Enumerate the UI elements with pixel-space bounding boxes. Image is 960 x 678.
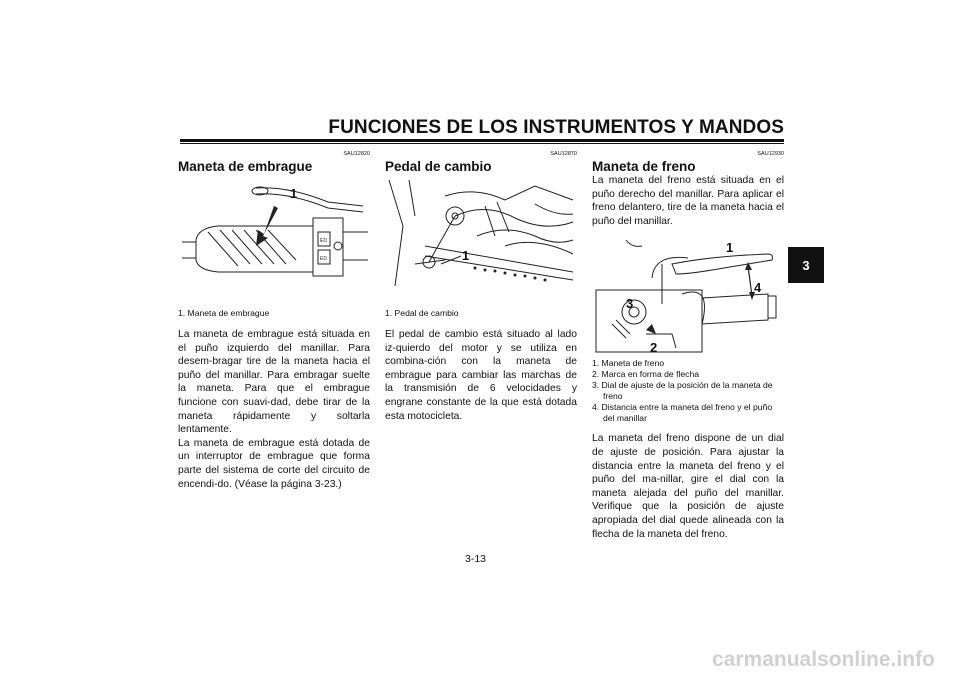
figure-caption-list bbox=[592, 358, 784, 424]
section-body bbox=[385, 328, 577, 423]
section-title: Pedal de cambio bbox=[385, 159, 492, 174]
body-paragraph: La maneta de embrague está dotada de un interruptor de embrague que forma parte del sistema de corte del circuito de encendi-do. (Véase la página 3-23.) bbox=[178, 437, 370, 490]
section-body bbox=[592, 432, 784, 541]
figure-label-1: 1 bbox=[726, 240, 734, 256]
section-brake-lever bbox=[592, 150, 784, 541]
section-shift-pedal bbox=[385, 150, 577, 423]
figure-label-1: 1 bbox=[462, 248, 470, 263]
caption-item: 4. Distancia entre la maneta del freno y el puño del manillar bbox=[592, 402, 773, 424]
caption-item: 2. Marca en forma de flecha bbox=[592, 369, 699, 380]
section-code: SAU12820 bbox=[343, 151, 370, 157]
caption-item: 1. Pedal de cambio bbox=[385, 308, 459, 318]
svg-text:ED: ED bbox=[320, 256, 327, 262]
shift-pedal-illustration bbox=[385, 176, 577, 296]
clutch-lever-figure bbox=[178, 176, 370, 296]
clutch-lever-illustration bbox=[178, 176, 370, 296]
shift-pedal-figure bbox=[385, 176, 577, 296]
body-paragraph: La maneta de embrague está situada en el puño izquierdo del manillar. Para desem-bragar tire de la maneta hacia el puño del manillar. Para embragar suelte la maneta. Para que el embrague funcione con suavi-dad, debe tirar de la maneta rápidamente y soltarla lentamente. bbox=[178, 329, 370, 436]
section-intro bbox=[592, 174, 784, 228]
svg-text:ED: ED bbox=[320, 238, 327, 244]
figure-label-3: 3 bbox=[626, 296, 634, 312]
section-title: Maneta de embrague bbox=[178, 159, 313, 174]
body-paragraph: La maneta del freno está situada en el puño derecho del manillar. Para aplicar el freno delantero, tire de la maneta hacia el puño del manillar. bbox=[592, 175, 784, 227]
page-number: 3-13 bbox=[465, 553, 487, 565]
caption-item: 1. Maneta de embrague bbox=[178, 308, 270, 318]
watermark-text: carmanualsonline.info bbox=[712, 648, 935, 671]
section-code: SAU12930 bbox=[757, 151, 784, 157]
figure-caption-list bbox=[385, 308, 577, 319]
body-paragraph: El pedal de cambio está situado al lado iz-quierdo del motor y se utiliza en combina-ción con la maneta de embrague para cambiar las marchas de la transmisión de 6 velocidades y engrane constante de la que está dotada esta motocicleta. bbox=[385, 329, 577, 422]
header-rule-thin bbox=[180, 143, 784, 144]
header-rule-thick bbox=[180, 139, 784, 142]
caption-item: 3. Dial de ajuste de la posición de la maneta de freno bbox=[592, 380, 773, 402]
brake-lever-figure bbox=[592, 234, 784, 354]
section-title: Maneta de freno bbox=[592, 159, 696, 174]
brake-lever-illustration bbox=[592, 234, 784, 354]
figure-label-4: 4 bbox=[754, 280, 762, 296]
figure-label-1: 1 bbox=[290, 186, 298, 201]
body-paragraph: La maneta del freno dispone de un dial de ajuste de posición. Para ajustar la distancia entre la maneta del freno y el puño del ma-nillar, gire el dial con la maneta alejada del puño del manillar. Verifique que la posición de ajuste apropiada del dial quede alineada con la flecha de la maneta del freno. bbox=[592, 433, 784, 540]
figure-label-2: 2 bbox=[650, 340, 658, 355]
section-body bbox=[178, 328, 370, 491]
chapter-tab: 3 bbox=[788, 247, 824, 283]
figure-caption-list bbox=[178, 308, 370, 319]
caption-item: 1. Maneta de freno bbox=[592, 358, 665, 369]
section-clutch-lever bbox=[178, 150, 370, 491]
section-code: SAU12870 bbox=[550, 151, 577, 157]
page-header-title: FUNCIONES DE LOS INSTRUMENTOS Y MANDOS bbox=[328, 117, 784, 138]
